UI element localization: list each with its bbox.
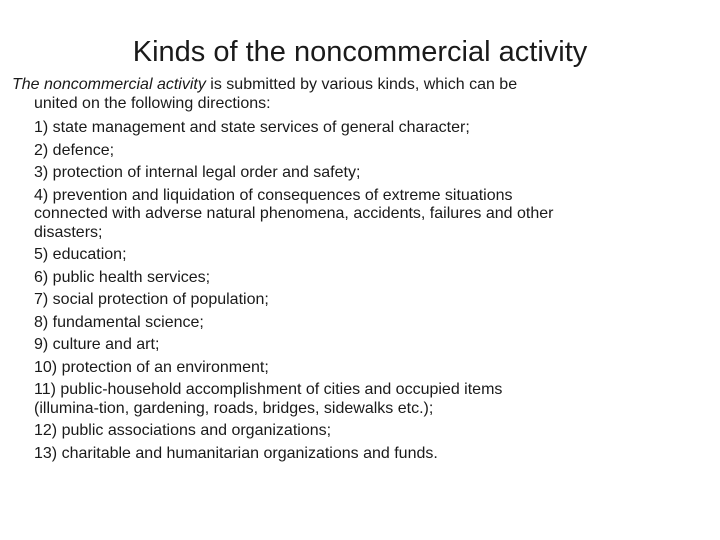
- list-item-text: 12) public associations and organizations;: [34, 422, 332, 439]
- list-item-text: 4) prevention and liquidation of consequences of extreme situations: [34, 186, 513, 204]
- list-item: [34, 377, 702, 418]
- list-item-text: 2) defence;: [34, 141, 115, 159]
- list-item-text: 1) state management and state services of general character;: [34, 119, 470, 136]
- list-item: [34, 242, 702, 265]
- list-item: [34, 160, 702, 183]
- list-item: [34, 332, 702, 355]
- list-item-text: 7) social protection of population;: [34, 291, 269, 308]
- list-item: [34, 265, 702, 288]
- intro-text-line1: is submitted by various kinds, which can be: [205, 76, 518, 93]
- list-item-text: 13) charitable and humanitarian organizations and funds.: [34, 444, 438, 462]
- list-item: [34, 310, 702, 333]
- slide-title: Kinds of the noncommercial activity: [132, 36, 588, 68]
- list-item: [34, 441, 702, 464]
- intro-paragraph: [12, 76, 702, 113]
- list-item: [34, 183, 702, 243]
- list-item-continuation: (illumina-tion, gardening, roads, bridges, sidewalks etc.);: [34, 399, 434, 417]
- list-item: [34, 355, 702, 378]
- list-item-text: 3) protection of internal legal order and safety;: [34, 164, 361, 181]
- intro-emphasis: The noncommercial activity: [12, 76, 206, 93]
- list-item-text: 5) education;: [34, 246, 127, 263]
- intro-text-line2: united on the following directions:: [34, 94, 271, 112]
- list-item: [34, 287, 702, 310]
- list-item-continuation: disasters;: [34, 223, 103, 241]
- list-item-text: 8) fundamental science;: [34, 313, 204, 331]
- slide-body: [12, 76, 702, 463]
- list-item: [34, 115, 702, 138]
- directions-list: [12, 115, 702, 463]
- list-item: [34, 138, 702, 161]
- list-item-text: 6) public health services;: [34, 268, 211, 286]
- list-item-text: 9) culture and art;: [34, 336, 160, 353]
- list-item-text: 10) protection of an environment;: [34, 358, 269, 376]
- list-item: [34, 418, 702, 441]
- list-item-continuation: connected with adverse natural phenomena, accidents, failures and other: [34, 205, 554, 222]
- list-item-text: 11) public-household accomplishment of cities and occupied items: [34, 381, 503, 398]
